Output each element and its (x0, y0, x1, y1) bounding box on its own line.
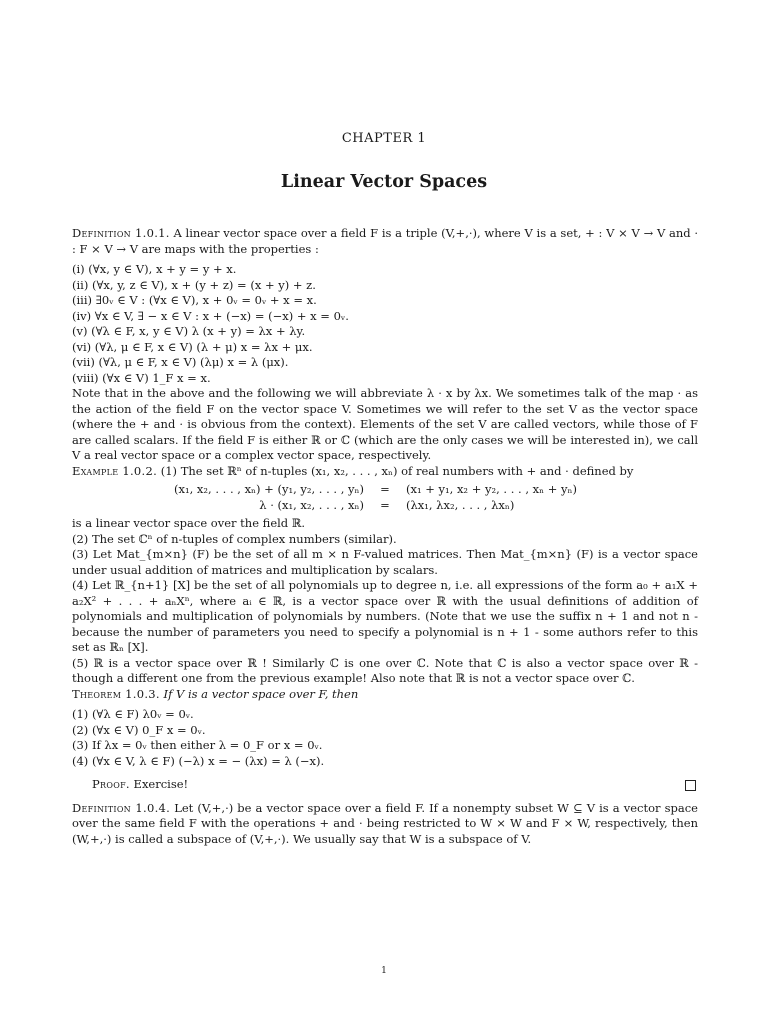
definition-text: Let (V,+,·) be a vector space over a field F. If a nonempty subset W ⊆ V is a vector space over the same field F with the operations + and · being restricted to W × W and F × W, respectively, then (W,+,·) is called a subspace of (V,+,·). We usually say that W is a subspace of V. (72, 800, 698, 846)
equation-operator: = (380, 482, 390, 496)
proof-label: Proof. (92, 777, 130, 791)
theorem-item: (4) (∀x ∈ V, λ ∈ F) (−λ) x = − (λx) = λ (−x). (72, 753, 325, 768)
definition-label: Definition 1.0.4. (72, 800, 171, 815)
axiom-item: (ii) (∀x, y, z ∈ V), x + (y + z) = (x + y) + z. (72, 277, 316, 292)
proof-line (92, 777, 188, 793)
equation-rhs: (x₁ + y₁, x₂ + y₂, . . . , xₙ + yₙ) (406, 482, 578, 496)
axiom-list (72, 262, 698, 386)
page-body (72, 226, 698, 847)
equation-rhs: (λx₁, λx₂, . . . , λxₙ) (406, 497, 515, 512)
theorem-item-list (72, 707, 698, 769)
page-number: 1 (381, 966, 387, 976)
axiom-item: (vii) (∀λ, μ ∈ F, x ∈ V) (λμ) x = λ (μx). (72, 355, 289, 369)
qed-square-icon (685, 780, 696, 791)
definition-1-0-1 (72, 226, 698, 257)
axiom-item: (vi) (∀λ, μ ∈ F, x ∈ V) (λ + μ) x = λx + μx. (72, 339, 313, 354)
axiom-item: (v) (∀λ ∈ F, x, y ∈ V) λ (x + y) = λx + λy. (72, 324, 306, 338)
axiom-item: (iii) ∃0ᵥ ∈ V : (∀x ∈ V), x + 0ᵥ = 0ᵥ + x = x. (72, 293, 317, 307)
example-item: (2) The set ℂⁿ of n-tuples of complex numbers (similar). (72, 531, 397, 546)
definition-label: Definition 1.0.1. (72, 226, 170, 240)
equation-lhs: λ · (x₁, x₂, . . . , xₙ) (259, 497, 364, 512)
example-label: Example 1.0.2. (72, 463, 158, 478)
theorem-1-0-3 (72, 687, 698, 703)
example-intro: (1) The set ℝⁿ of n-tuples (x₁, x₂, . . . , xₙ) of real numbers with + and · defined by (160, 463, 634, 478)
axiom-item: (viii) (∀x ∈ V) 1_F x = x. (72, 370, 211, 385)
note-paragraph: Note that in the above and the following we will abbreviate λ · x by λx. We sometimes talk of the map · as the action of the field F on the vector space V. Sometimes we will refer to the set V as the vector space (where the + and · is obvious from the context). Elements of the set V are called vectors, while those of F are called scalars. If the field F is either ℝ or ℂ (which are the only cases we will be interested in), we call V a real vector space or a complex vector space, respectively. (72, 386, 698, 462)
proof-text: Exercise! (133, 777, 189, 791)
theorem-item: (2) (∀x ∈ V) 0_F x = 0ᵥ. (72, 722, 206, 737)
equation-operator: = (380, 497, 390, 512)
equation-lhs: (x₁, x₂, . . . , xₙ) + (y₁, y₂, . . . , yₙ) (174, 482, 364, 496)
example-item: (5) ℝ is a vector space over ℝ ! Similarly ℂ is one over ℂ. Note that ℂ is also a vector space over ℝ - though a different one from the previous example! Also note that ℝ is not a vector space over ℂ. (72, 655, 698, 685)
example-item: (3) Let Mat_{m×n} (F) be the set of all m × n F-valued matrices. Then Mat_{m×n} (F) is a vector space under usual addition of matrices and multiplication by scalars. (72, 547, 698, 577)
example-item: (4) Let ℝ_{n+1} [X] be the set of all polynomials up to degree n, i.e. all expressions of the form a₀ + a₁X + a₂X² + . . . + aₙXⁿ, where aᵢ ∈ ℝ, is a vector space over ℝ with the usual definitions of addition of polynomials and multiplication of polynomials by numbers. (Note that we use the suffix n + 1 and not n - because the number of parameters you need to specify a polynomial is n + 1 - some authors refer to this set as ℝₙ [X]. (72, 578, 698, 654)
chapter-label: CHAPTER 1 (341, 131, 427, 146)
example-1-0-2 (72, 464, 698, 480)
definition-text: A linear vector space over a field F is a triple (V,+,·), where V is a set, + : V × V → V and · : F × V → V are maps with the properties : (72, 226, 698, 256)
proof-block (72, 777, 698, 793)
theorem-item: (1) (∀λ ∈ F) λ0ᵥ = 0ᵥ. (72, 707, 194, 721)
definition-1-0-4 (72, 801, 698, 848)
example-after-text: is a linear vector space over the field ℝ. (72, 516, 306, 530)
theorem-item: (3) If λx = 0ᵥ then either λ = 0_F or x = 0ᵥ. (72, 738, 323, 752)
axiom-item: (i) (∀x, y ∈ V), x + y = y + x. (72, 262, 237, 276)
chapter-title: Linear Vector Spaces (280, 172, 488, 192)
theorem-statement: If V is a vector space over F, then (163, 686, 359, 701)
theorem-label: Theorem 1.0.3. (72, 686, 160, 701)
axiom-item: (iv) ∀x ∈ V, ∃ − x ∈ V : x + (−x) = (−x) + x = 0ᵥ. (72, 308, 349, 323)
display-equations (72, 482, 698, 513)
